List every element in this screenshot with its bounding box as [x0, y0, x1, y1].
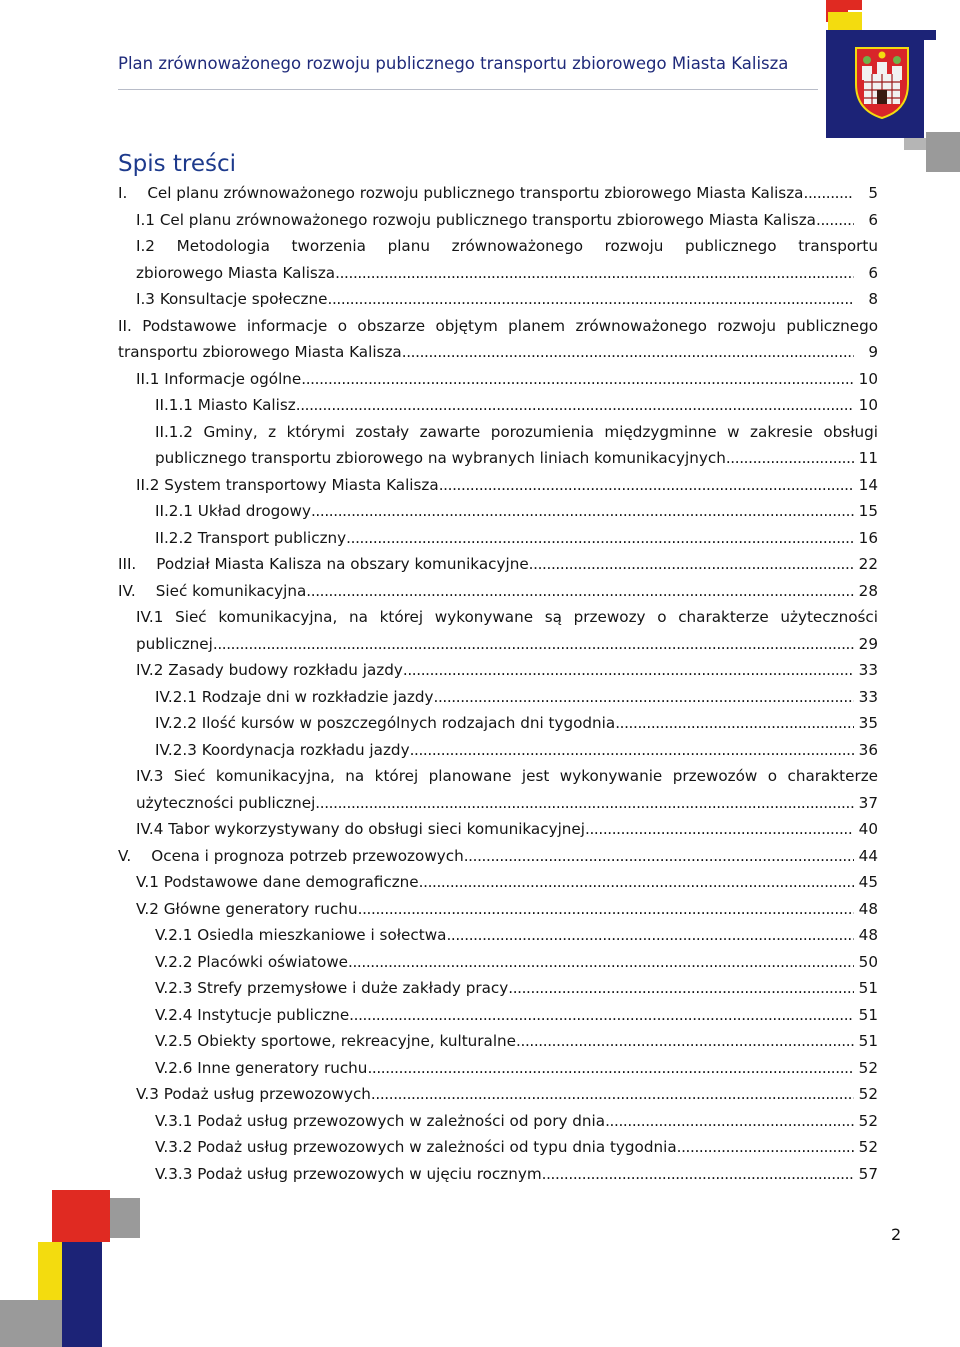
toc-entry-page: 36 [858, 740, 878, 759]
toc-entry-title: Tabor wykorzystywany do obsługi sieci komunikacyjnej [168, 820, 585, 838]
toc-entry-number: II.2 [136, 475, 160, 494]
toc-entry-page: 50 [858, 952, 878, 971]
toc-leader-dots [349, 1002, 854, 1029]
toc-entry-title: Rodzaje dni w rozkładzie jazdy [201, 687, 434, 706]
toc-leader-dots [315, 790, 854, 817]
toc-entry[interactable] [118, 578, 878, 605]
toc-entry-number: IV.2.1 [155, 687, 197, 706]
toc-leader-dots [335, 260, 854, 287]
toc-entry-title: Transport publiczny [197, 528, 347, 547]
toc-leader-dots [542, 1161, 854, 1188]
red-block [832, 0, 862, 10]
toc-entry[interactable] [118, 604, 878, 657]
toc-entry-title: Instytucje publiczne [197, 1005, 350, 1024]
toc-entry-number: V.3.1 [155, 1111, 193, 1130]
toc-leader-dots [358, 896, 854, 923]
toc-leader-dots [328, 286, 855, 313]
toc-entry[interactable] [118, 657, 878, 684]
toc-entry-number: V.2.3 [155, 979, 193, 997]
toc-entry-page: 51 [858, 979, 878, 997]
toc-entry-title: Ocena i prognoza potrzeb przewozowych [151, 846, 464, 865]
toc-entry-number: II.2.1 [155, 502, 193, 520]
toc-entry-title: Zasady budowy rozkładu jazdy [168, 661, 403, 679]
toc-entry-title: Główne generatory ruchu [163, 899, 358, 918]
toc-entry-number: I.3 [136, 290, 155, 308]
toc-entry-title: Układ drogowy [197, 502, 311, 520]
toc-entry-number: IV. [118, 581, 136, 600]
toc-entry-title: Sieć komunikacyjna [155, 581, 307, 600]
toc-entry[interactable] [118, 922, 878, 949]
toc-leader-dots [419, 869, 854, 896]
toc-entry-number: IV.2.2 [155, 714, 197, 732]
toc-entry[interactable] [118, 1002, 878, 1029]
gray-block [926, 132, 960, 172]
toc-entry-title: Cel planu zrównoważonego rozwoju publicznego transportu zbiorowego Miasta Kalisza [147, 184, 804, 202]
coat-of-arms-icon [852, 44, 912, 120]
toc-entry-title: Inne generatory ruchu [197, 1058, 368, 1077]
toc-entry-number: IV.1 [136, 608, 164, 626]
toc-entry-number: V. [118, 846, 132, 865]
toc-entry-title-cont: publicznej [136, 634, 213, 653]
toc-entry-page: 35 [858, 714, 878, 732]
toc-entry-title: Podaż usług przewozowych [163, 1085, 371, 1103]
toc-entry[interactable] [118, 498, 878, 525]
toc-entry-number: V.2.5 [155, 1032, 193, 1050]
toc-leader-dots [346, 525, 854, 552]
toc-entry-page: 52 [858, 1085, 878, 1103]
toc-entry-page: 52 [858, 1058, 878, 1077]
toc-entry-page: 28 [858, 581, 878, 600]
toc-entry-title: Strefy przemysłowe i duże zakłady pracy [197, 979, 509, 997]
toc-entry-page: 29 [858, 634, 878, 653]
toc-entry[interactable] [118, 737, 878, 764]
toc-entry-page: 14 [858, 475, 878, 494]
toc-entry-page: 40 [858, 820, 878, 838]
toc-entry-title: Konsultacje społeczne [159, 290, 328, 308]
toc-entry[interactable] [118, 392, 878, 419]
toc-leader-dots [367, 1055, 854, 1082]
toc-entry-page: 51 [858, 1005, 878, 1024]
toc-entry-page: 10 [858, 369, 878, 388]
toc-entry-title: Sieć komunikacyjna, na której wykonywane są przewozy o charakterze użyteczności [175, 608, 878, 626]
toc-leader-dots [464, 843, 854, 870]
yellow-block [828, 12, 862, 30]
toc-entry-number: II. [118, 316, 132, 335]
toc-entry-page: 57 [858, 1164, 878, 1183]
toc-leader-dots [804, 180, 855, 207]
toc-entry[interactable] [118, 313, 878, 366]
toc-leader-dots [306, 578, 854, 605]
toc-leader-dots [213, 631, 854, 658]
toc-entry-page: 10 [858, 396, 878, 414]
toc-entry[interactable] [118, 1055, 878, 1082]
toc-leader-dots [433, 684, 854, 711]
toc-entry-title-cont: publicznego transportu zbiorowego na wybranych liniach komunikacyjnych [155, 449, 726, 467]
toc-entry-title: Obiekty sportowe, rekreacyjne, kulturalne [197, 1032, 517, 1050]
navy-block [62, 1242, 102, 1347]
toc-entry-number: V.2.6 [155, 1058, 193, 1077]
toc-entry[interactable] [118, 1081, 878, 1108]
toc-entry-page: 5 [868, 184, 878, 202]
gray-block [0, 1300, 62, 1347]
toc-entry[interactable] [118, 763, 878, 816]
toc-entry-number: V.2.4 [155, 1005, 193, 1024]
toc-entry-number: V.2 [136, 899, 159, 918]
toc-entry[interactable] [118, 869, 878, 896]
toc-leader-dots [529, 551, 854, 578]
toc-entry-number: V.1 [136, 873, 159, 891]
toc-entry-number: V.2.1 [155, 926, 193, 944]
toc-leader-dots [296, 392, 854, 419]
toc-entry[interactable] [118, 1108, 878, 1135]
toc-entry-number: II.2.2 [155, 528, 193, 547]
page-number: 2 [891, 1225, 902, 1244]
gray-block [110, 1198, 140, 1238]
toc-title: Spis treści [118, 151, 237, 177]
toc-entry-number: II.1 [136, 369, 160, 388]
toc-entry-title: Sieć komunikacyjna, na której planowane jest wykonywanie przewozów o charakterze [173, 767, 879, 785]
running-header-title: Plan zrównoważonego rozwoju publicznego transportu zbiorowego Miasta Kalisza [118, 54, 789, 73]
toc-entry[interactable] [118, 1028, 878, 1055]
toc-leader-dots [348, 949, 854, 976]
toc-leader-dots [403, 657, 854, 684]
toc-leader-dots [439, 472, 854, 499]
toc-leader-dots [410, 737, 854, 764]
toc-leader-dots [301, 366, 854, 393]
toc-entry-page: 51 [858, 1032, 878, 1050]
table-of-contents [118, 180, 878, 1187]
red-block [52, 1190, 110, 1242]
toc-entry-number: V.3.3 [155, 1164, 193, 1183]
toc-leader-dots [446, 922, 854, 949]
toc-entry-page: 6 [868, 263, 878, 282]
toc-entry-title: System transportowy Miasta Kalisza [164, 475, 439, 494]
toc-entry-page: 11 [858, 449, 878, 467]
toc-entry-page: 52 [858, 1138, 878, 1156]
toc-entry-title: Podział Miasta Kalisza na obszary komunikacyjne [156, 555, 529, 573]
toc-entry-title: Podaż usług przewozowych w zależności od typu dnia tygodnia [197, 1138, 677, 1156]
toc-entry-title: Ilość kursów w poszczególnych rodzajach dni tygodnia [201, 714, 616, 732]
toc-entry-title: Podstawowe informacje o obszarze objętym planem zrównoważonego rozwoju publicznego [142, 316, 879, 335]
toc-entry[interactable] [118, 551, 878, 578]
toc-entry-page: 8 [868, 290, 878, 308]
toc-entry-number: V.3 [136, 1085, 159, 1103]
toc-entry[interactable] [118, 233, 878, 286]
toc-leader-dots [585, 816, 854, 843]
toc-entry-number: III. [118, 555, 137, 573]
toc-entry[interactable] [118, 710, 878, 737]
toc-entry-title: Cel planu zrównoważonego rozwoju publicznego transportu zbiorowego Miasta Kalisza [159, 210, 816, 229]
toc-entry-title: Placówki oświatowe [197, 952, 349, 971]
header-decoration [826, 0, 960, 180]
toc-entry-page: 33 [858, 661, 878, 679]
toc-entry[interactable] [118, 843, 878, 870]
toc-leader-dots [508, 975, 854, 1002]
toc-entry-number: II.1.2 [155, 422, 193, 441]
toc-leader-dots [615, 710, 854, 737]
toc-entry-title: Podaż usług przewozowych w zależności od pory dnia [197, 1111, 606, 1130]
toc-entry[interactable] [118, 472, 878, 499]
toc-entry-number: IV.2.3 [155, 740, 197, 759]
toc-entry[interactable] [118, 1161, 878, 1188]
toc-entry-page: 37 [858, 793, 878, 812]
toc-entry-title-cont: transportu zbiorowego Miasta Kalisza [118, 343, 402, 361]
gray-block [904, 138, 926, 150]
toc-entry-number: V.3.2 [155, 1138, 193, 1156]
toc-entry-title-cont: zbiorowego Miasta Kalisza [136, 263, 336, 282]
toc-entry[interactable] [118, 286, 878, 313]
toc-entry-title: Osiedla mieszkaniowe i sołectwa [197, 926, 447, 944]
toc-entry-page: 22 [858, 555, 878, 573]
toc-leader-dots [371, 1081, 854, 1108]
toc-entry-number: I.1 [136, 210, 155, 229]
toc-entry-number: V.2.2 [155, 952, 193, 971]
toc-entry-number: II.1.1 [155, 396, 193, 414]
toc-leader-dots [726, 445, 854, 472]
toc-entry-title: Koordynacja rozkładu jazdy [201, 740, 410, 759]
toc-entry-page: 33 [858, 687, 878, 706]
toc-entry-title: Podstawowe dane demograficzne [163, 873, 419, 891]
toc-entry[interactable] [118, 419, 878, 472]
toc-entry-title: Podaż usług przewozowych w ujęciu rocznym [197, 1164, 542, 1183]
toc-entry-page: 52 [858, 1111, 878, 1130]
toc-entry-page: 45 [858, 873, 878, 891]
toc-entry-page: 15 [858, 502, 878, 520]
toc-entry-page: 9 [868, 343, 878, 361]
toc-leader-dots [516, 1028, 854, 1055]
toc-entry-page: 48 [858, 899, 878, 918]
toc-leader-dots [677, 1134, 854, 1161]
toc-entry-page: 6 [868, 210, 878, 229]
toc-entry-title: Metodologia tworzenia planu zrównoważonego rozwoju publicznego transportu [176, 237, 879, 255]
toc-entry-title-cont: użyteczności publicznej [136, 793, 316, 812]
toc-leader-dots [816, 207, 854, 234]
toc-entry[interactable] [118, 684, 878, 711]
toc-entry[interactable] [118, 180, 878, 207]
toc-entry-number: IV.2 [136, 661, 164, 679]
toc-entry-page: 16 [858, 528, 878, 547]
toc-entry-title: Informacje ogólne [164, 369, 302, 388]
toc-entry[interactable] [118, 949, 878, 976]
header-rule [118, 89, 818, 90]
toc-entry-page: 48 [858, 926, 878, 944]
toc-entry[interactable] [118, 975, 878, 1002]
toc-entry-title: Miasto Kalisz [197, 396, 296, 414]
yellow-block [38, 1242, 62, 1300]
toc-leader-dots [402, 339, 854, 366]
toc-entry-page: 44 [858, 846, 878, 865]
toc-entry-number: I. [118, 184, 128, 202]
toc-leader-dots [605, 1108, 854, 1135]
toc-entry[interactable] [118, 896, 878, 923]
footer-decoration [0, 1190, 140, 1347]
toc-entry[interactable] [118, 525, 878, 552]
toc-entry-number: IV.3 [136, 767, 164, 785]
toc-entry[interactable] [118, 816, 878, 843]
toc-leader-dots [311, 498, 854, 525]
toc-entry[interactable] [118, 1134, 878, 1161]
toc-entry-number: IV.4 [136, 820, 164, 838]
toc-entry[interactable] [118, 366, 878, 393]
navy-stripe [924, 30, 936, 40]
toc-entry[interactable] [118, 207, 878, 234]
toc-entry-title: Gminy, z którymi zostały zawarte porozumienia międzygminne w zakresie obsługi [203, 422, 878, 441]
toc-entry-number: I.2 [136, 237, 155, 255]
